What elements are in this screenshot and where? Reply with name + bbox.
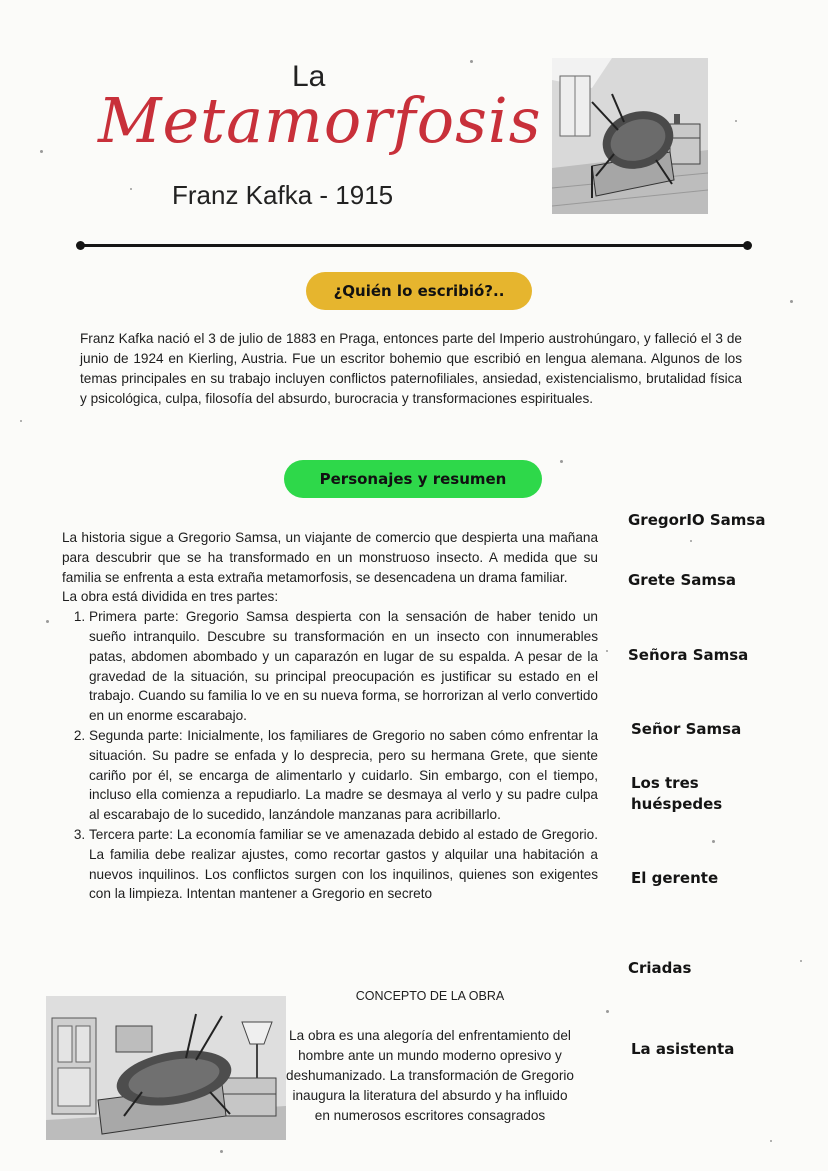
summary-part: 1. Primera parte: Gregorio Samsa despierta con la sensación de haber tenido un sueño intranquilo. Descubre su transformación en un insecto con innumerables patas, abdomen abombado y un caparazón en lugar de su espalda. A pesar de la gravedad de la situación, su principal preocupación es justificar su estado en el trabajo. Cuando su familia lo ve en su nueva forma, se horrorizan al verlo convertido en un enorme escarabajo. — [89, 607, 598, 726]
author-bio: Franz Kafka nació el 3 de julio de 1883 en Praga, entonces parte del Imperio austrohúngaro, y falleció el 3 de junio de 1924 en Kierling, Austria. Fue un escritor bohemio que escribió en lengua alemana. Algunos de los temas principales en su trabajo incluyen conflictos paternofiliales, ansiedad, existencialismo, brutalidad física y psicológica, culpa, filosofía del absurdo, burocracia y transformaciones espirituales. — [80, 331, 742, 406]
author-line: Franz Kafka - 1915 — [172, 180, 394, 210]
beetle-bedroom-illustration — [552, 58, 708, 214]
summary-parts-intro: La obra está dividida en tres partes: — [62, 589, 279, 605]
summary-text — [62, 528, 598, 904]
concept-title: CONCEPTO DE LA OBRA — [355, 989, 505, 1003]
concept-body: La obra es una alegoría del enfrentamiento del hombre ante un mundo moderno opresivo y deshumanizado. La transformación de Gregorio inaugura la literatura del absurdo y ha influido en numerosos escritores consagrados — [286, 1028, 574, 1123]
section-pill-characters: Personajes y resumen — [284, 460, 542, 498]
beetle-bed-illustration — [46, 996, 286, 1140]
page-title: Metamorfosis — [98, 84, 542, 157]
character-grete: Grete Samsa — [628, 571, 737, 589]
summary-part: 2. Segunda parte: Inicialmente, los familiares de Gregorio no saben cómo enfrentar la situación. Su padre se enfada y lo desprecia, pero su hermana Grete, que siente cariño por él, se encarga de alimentarlo y cuidarlo. Sin embargo, con el tiempo, incluso ella comienza a repudiarlo. La madre se desmaya al verlo y su padre culpa al escarabajo de lo sucedido, lanzándole manzanas para acribillarlo. — [89, 726, 598, 825]
character-senora-samsa: Señora Samsa — [628, 646, 749, 664]
character-criadas: Criadas — [628, 959, 692, 977]
character-asistenta: La asistenta — [631, 1040, 735, 1058]
character-gregorio: GregorIO Samsa — [628, 511, 766, 529]
summary-intro: La historia sigue a Gregorio Samsa, un viajante de comercio que despierta una mañana para descubrir que se ha transformado en un monstruoso insecto. A medida que su familia se enfrenta a esta extraña metamorfosis, se desencadena un drama familiar. — [62, 530, 598, 585]
summary-part: 3. Tercera parte: La economía familiar se ve amenazada debido al estado de Gregorio. La familia debe realizar ajustes, como recortar gastos y alquilar una habitación a nuevos inquilinos. Los conflictos surgen con los inquilinos, quienes son exigentes con la limpieza. Intentan mantener a Gregorio en secreto — [89, 825, 598, 904]
summary-parts-list — [62, 607, 598, 904]
character-gerente: El gerente — [631, 869, 719, 887]
character-huespedes: Los tres huéspedes — [631, 774, 723, 813]
section-divider — [80, 244, 748, 247]
section-pill-author: ¿Quién lo escribió?.. — [306, 272, 532, 310]
character-senor-samsa: Señor Samsa — [631, 720, 742, 738]
title-prefix: La — [292, 60, 326, 93]
